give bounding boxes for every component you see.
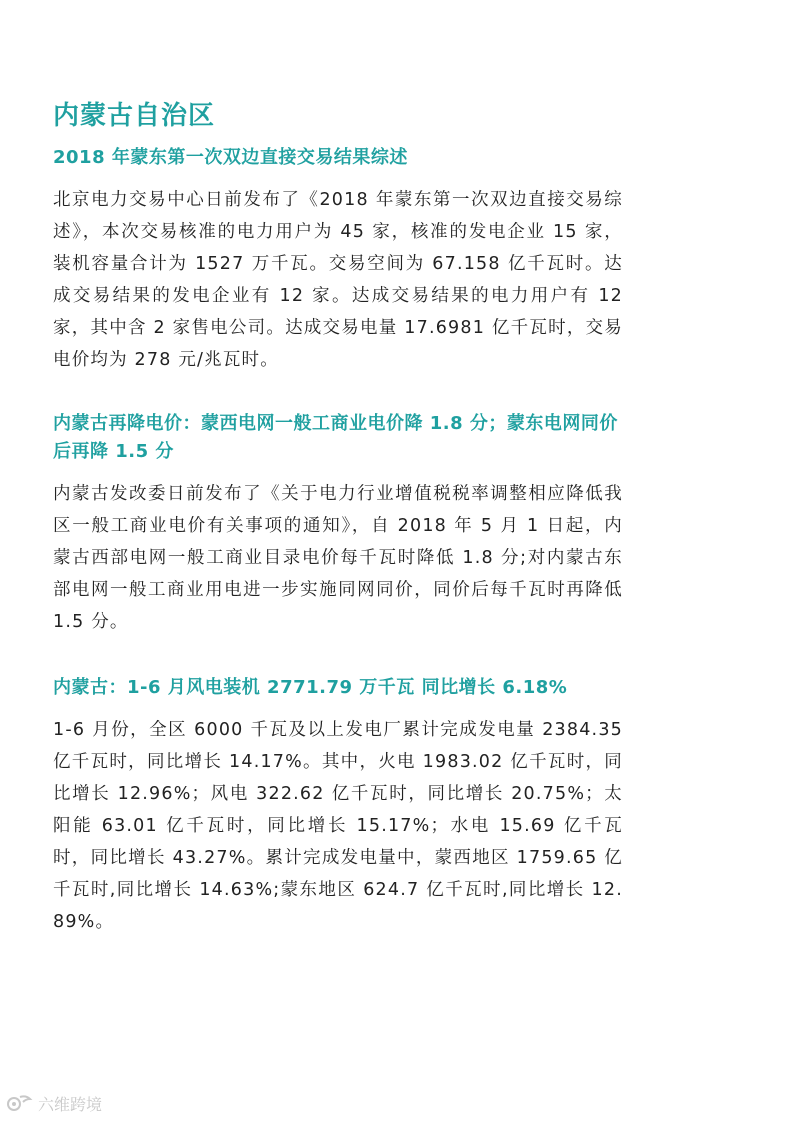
section-body: 1-6 月份，全区 6000 千瓦及以上发电厂累计完成发电量 2384.35 亿千瓦时，同比增长 14.17%。其中，火电 1983.02 亿千瓦时，同比增长 12.96%；风电 322.62 亿千瓦时，同比增长 20.75%；太阳能 63.01 亿千瓦时，同比增长 15.17%；水电 15.69 亿千瓦时，同比增长 43.27%。累计完成发电量中，蒙西地区 1759.65 亿千瓦时,同比增长 14.63%;蒙东地区 624.7 亿千瓦时,同比增长 12.89%。 [53,720,623,932]
article-section [53,674,623,938]
watermark-logo-icon [6,1093,34,1113]
region-title: 内蒙古自治区 [53,101,216,131]
section-title: 内蒙古：1-6 月风电装机 2771.79 万千瓦 同比增长 6.18% [53,677,568,698]
section-title: 内蒙古再降电价：蒙西电网一般工商业电价降 1.8 分；蒙东电网同价后再降 1.5 分 [53,413,618,462]
section-body: 北京电力交易中心日前发布了《2018 年蒙东第一次双边直接交易综述》，本次交易核准的电力用户为 45 家，核准的发电企业 15 家，装机容量合计为 1527 万千瓦。交易空间为 67.158 亿千瓦时。达成交易结果的发电企业有 12 家。达成交易结果的电力用户有 12 家，其中含 2 家售电公司。达成交易电量 17.6981 亿千瓦时，交易电价均为 278 元/兆瓦时。 [53,190,623,370]
section-title: 2018 年蒙东第一次双边直接交易结果综述 [53,147,408,168]
section-body: 内蒙古发改委日前发布了《关于电力行业增值税税率调整相应降低我区一般工商业电价有关事项的通知》，自 2018 年 5 月 1 日起，内蒙古西部电网一般工商业目录电价每千瓦时降低 1.8 分;对内蒙古东部电网一般工商业用电进一步实施同网同价，同价后每千瓦时再降低 1.5 分。 [53,484,623,632]
article-section [53,410,623,638]
watermark [6,1090,102,1116]
article-section [53,144,623,376]
watermark-text: 六维跨境 [38,1094,103,1114]
